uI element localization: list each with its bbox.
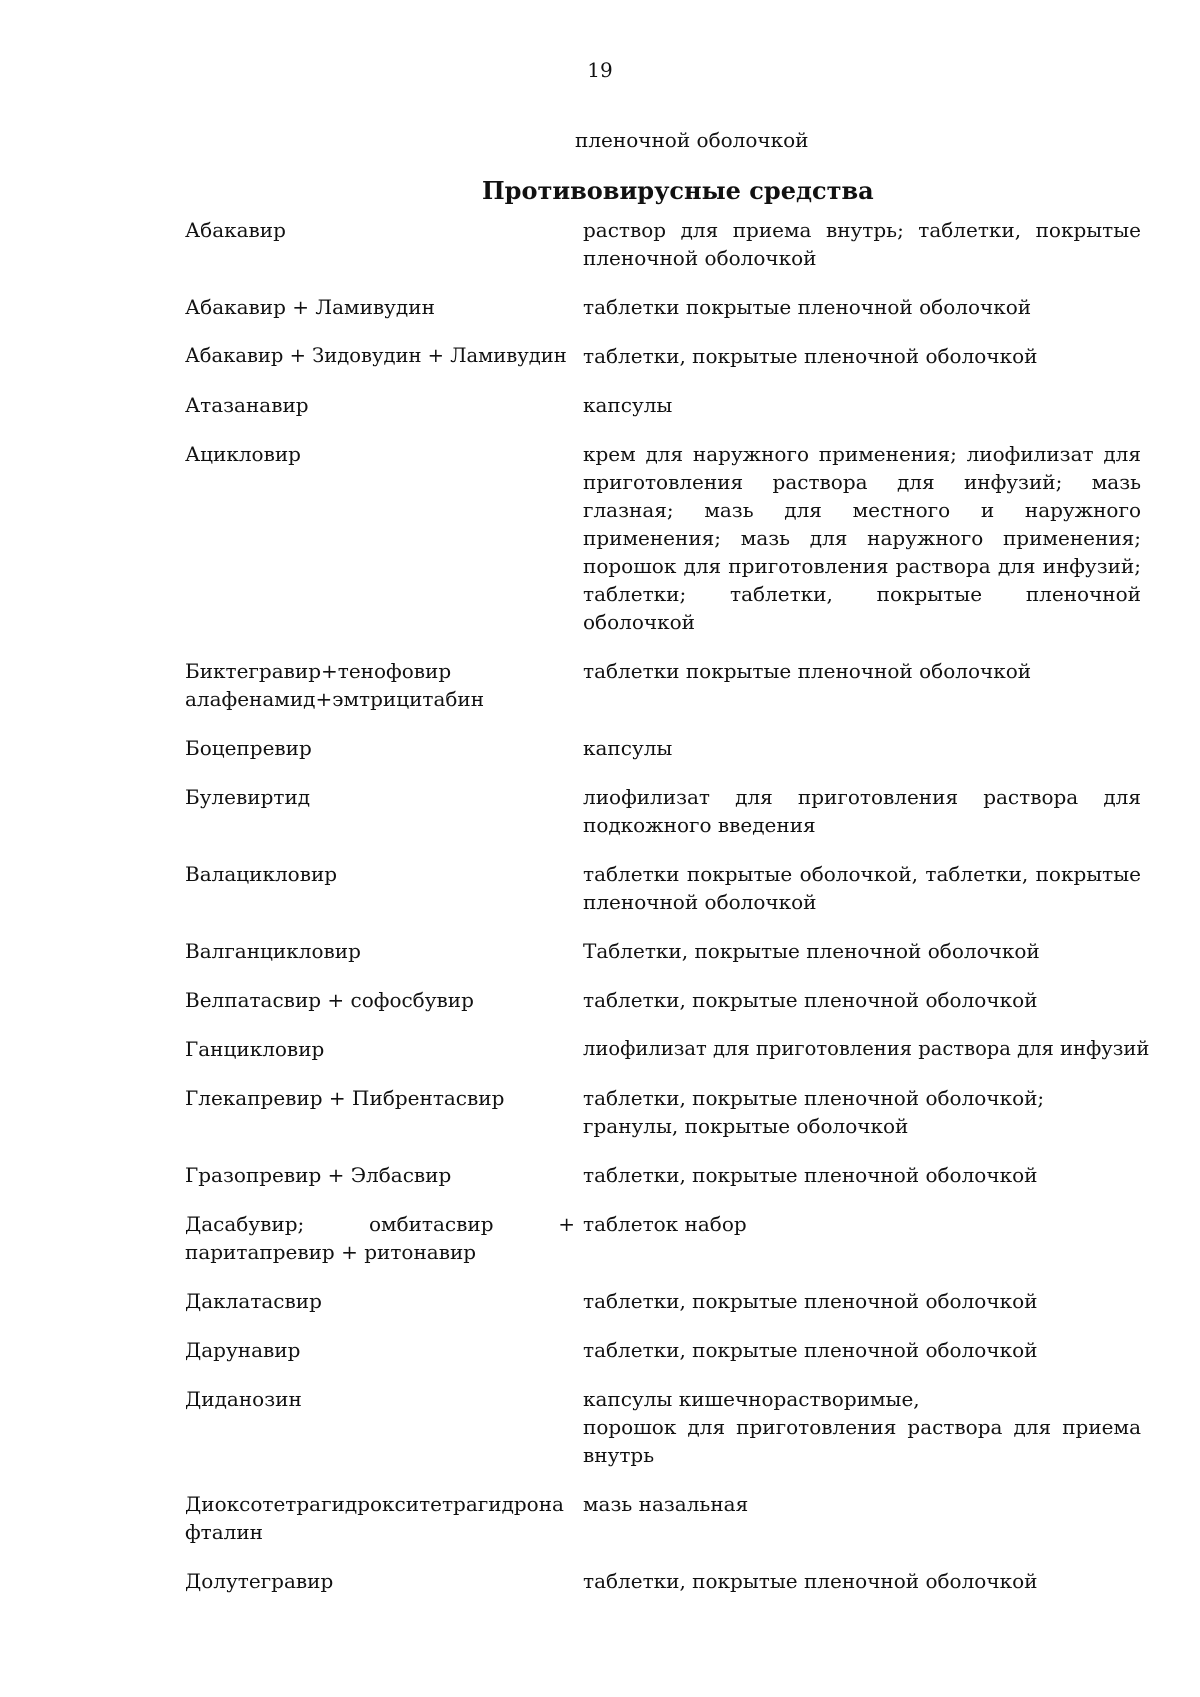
dosage-form: таблетки, покрытые пленочной оболочкой [583,1163,1038,1187]
table-row [185,216,1141,293]
drug-name: Гразопревир + Элбасвир [185,1163,452,1187]
table-row [185,734,1141,783]
drug-name: Валацикловир [185,862,338,886]
dosage-form: таблетки, покрытые пленочной оболочкой [583,1289,1038,1313]
section-heading: Противовирусные средства [482,176,874,205]
table-row [185,1336,1141,1385]
table-row [185,391,1141,440]
continuation-text: пленочной оболочкой [575,128,809,152]
drug-name: Абакавир + Ламивудин [185,295,435,319]
drug-name: Диданозин [185,1387,302,1411]
table-row [185,937,1141,986]
drug-name: Дарунавир [185,1338,301,1362]
dosage-form: таблетки, покрытые пленочной оболочкой [583,344,1038,368]
drug-name: Биктегравир+тенофовир алафенамид+эмтрицитабин [185,659,485,711]
table-row [185,860,1141,937]
dosage-form: раствор для приема внутрь; таблетки, покрытые пленочной оболочкой [583,218,1141,270]
table-row [185,657,1141,734]
page-number: 19 [587,58,613,82]
drug-name: Атазанавир [185,393,309,417]
drug-name: Ганцикловир [185,1037,325,1061]
drug-name: Валганцикловир [185,939,361,963]
dosage-form: капсулы [583,393,673,417]
drug-name: Абакавир + Зидовудин + Ламивудин [185,344,567,367]
drug-name: Даклатасвир [185,1289,322,1313]
drug-name: Ацикловир [185,442,301,466]
dosage-form: Таблетки, покрытые пленочной оболочкой [583,939,1040,963]
table-row [185,1161,1141,1210]
drug-table [185,216,1150,1616]
drug-name: Долутегравир [185,1569,334,1593]
table-row [185,293,1141,342]
drug-name: Глекапревир + Пибрентасвир [185,1086,505,1110]
dosage-form: лиофилизат для приготовления раствора для инфузий [583,1037,1150,1060]
dosage-form: крем для наружного применения; лиофилизат для приготовления раствора для инфузий; мазь глазная; мазь для местного и наружного применения; мазь для наружного применения; порошок для приготовления раствора для инфузий; таблетки; таблетки, покрытые пленочной оболочкой [583,442,1141,634]
drug-name: Дасабувир; омбитасвир + паритапревир + ритонавир [185,1212,575,1264]
dosage-form: капсулы [583,736,673,760]
table-row [185,1084,1141,1161]
drug-name: Велпатасвир + софосбувир [185,988,474,1012]
table-row [185,783,1141,860]
dosage-form: таблетки покрытые оболочкой, таблетки, покрытые пленочной оболочкой [583,862,1141,914]
document-content [185,126,1150,1616]
dosage-form: капсулы кишечнорастворимые, порошок для приготовления раствора для приема внутрь [583,1387,1141,1467]
dosage-form: таблетки, покрытые пленочной оболочкой [583,988,1038,1012]
dosage-form: таблетки покрытые пленочной оболочкой [583,659,1032,683]
table-row [185,1490,1141,1567]
dosage-form: лиофилизат для приготовления раствора для подкожного введения [583,785,1141,837]
table-row [185,1385,1141,1490]
drug-name: Булевиртид [185,785,311,809]
table-row [185,1035,1141,1084]
dosage-form: таблетки, покрытые пленочной оболочкой; гранулы, покрытые оболочкой [583,1086,1045,1138]
table-row [185,986,1141,1035]
table-row [185,1210,1141,1287]
dosage-form: таблетки, покрытые пленочной оболочкой [583,1338,1038,1362]
drug-name: Боцепревир [185,736,312,760]
table-row [185,342,1141,391]
drug-name: Диоксотетрагидрокситетрагидронафталин [185,1492,564,1544]
dosage-form: мазь назальная [583,1492,749,1516]
table-row [185,1287,1141,1336]
dosage-form: таблеток набор [583,1212,747,1236]
table-row [185,1567,1141,1616]
table-row [185,440,1141,657]
drug-name: Абакавир [185,218,286,242]
dosage-form: таблетки, покрытые пленочной оболочкой [583,1569,1038,1593]
dosage-form: таблетки покрытые пленочной оболочкой [583,295,1032,319]
